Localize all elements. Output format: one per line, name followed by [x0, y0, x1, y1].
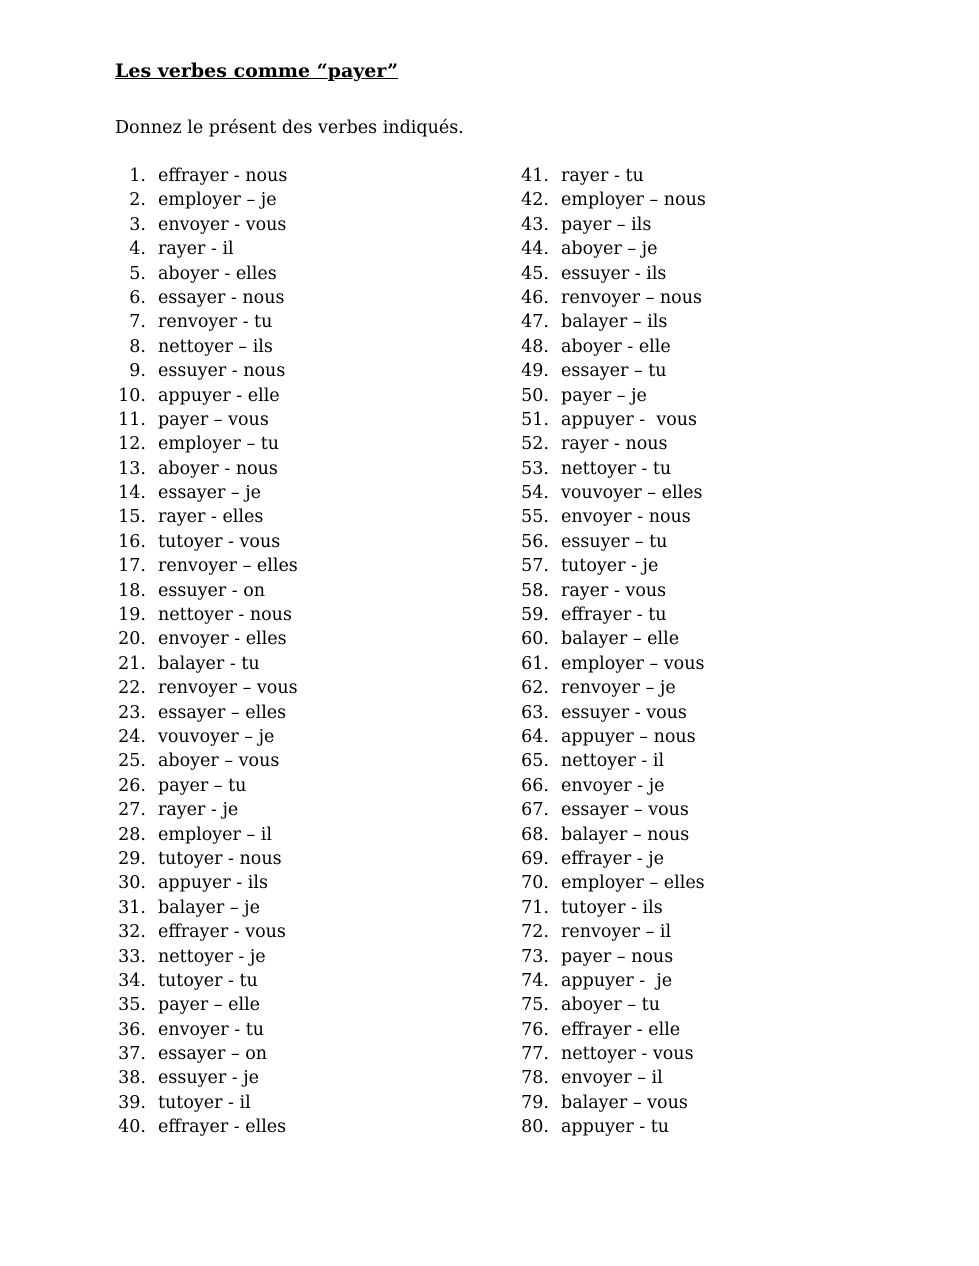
list-item: [110, 701, 287, 725]
item-number: 76.: [521, 1019, 549, 1040]
item-number: 22.: [118, 678, 146, 699]
item-text: tutoyer - ils: [561, 897, 663, 918]
item-text: vouvoyer – je: [158, 726, 275, 747]
item-text: tutoyer - tu: [158, 970, 258, 991]
item-text: renvoyer – vous: [158, 678, 298, 699]
item-number: 66.: [521, 775, 549, 796]
item-number: 48.: [521, 336, 549, 357]
item-number: 37.: [118, 1044, 146, 1065]
item-number: 42.: [521, 190, 549, 211]
list-item: [513, 701, 687, 725]
item-text: essayer – je: [158, 483, 262, 504]
item-number: 13.: [118, 458, 146, 479]
list-item: [513, 774, 665, 798]
item-text: payer – vous: [158, 409, 269, 430]
item-text: renvoyer – elles: [158, 556, 298, 577]
item-number: 64.: [521, 726, 549, 747]
list-item: [513, 920, 672, 944]
list-item: [513, 164, 644, 188]
item-number: 55.: [521, 507, 549, 528]
item-number: 78.: [521, 1068, 549, 1089]
list-item: [513, 993, 660, 1017]
list-item: [513, 1018, 681, 1042]
list-item: [513, 310, 668, 334]
item-number: 73.: [521, 946, 549, 967]
list-item: [110, 262, 277, 286]
item-number: 2.: [129, 190, 146, 211]
list-item: [110, 896, 260, 920]
list-item: [513, 603, 667, 627]
item-number: 20.: [118, 629, 146, 650]
item-text: appuyer - vous: [561, 409, 697, 430]
item-text: payer – tu: [158, 775, 247, 796]
item-number: 58.: [521, 580, 549, 601]
item-number: 8.: [129, 336, 146, 357]
list-item: [513, 237, 658, 261]
item-text: employer – il: [158, 824, 272, 845]
list-item: [110, 945, 266, 969]
list-item: [110, 554, 298, 578]
item-text: appuyer - je: [561, 970, 673, 991]
list-item: [110, 920, 286, 944]
list-item: [110, 1066, 260, 1090]
item-text: balayer – nous: [561, 824, 690, 845]
list-item: [110, 579, 266, 603]
item-text: appuyer - ils: [158, 873, 268, 894]
list-item: [513, 286, 702, 310]
list-item: [513, 505, 691, 529]
item-text: essuyer - je: [158, 1068, 260, 1089]
list-item: [513, 1115, 670, 1139]
list-item: [110, 408, 269, 432]
item-text: nettoyer - je: [158, 946, 266, 967]
list-item: [110, 530, 281, 554]
list-item: [110, 457, 278, 481]
list-item: [513, 725, 696, 749]
item-text: effrayer - je: [561, 848, 665, 869]
item-text: effrayer - elle: [561, 1019, 681, 1040]
item-text: essuyer - on: [158, 580, 266, 601]
item-number: 62.: [521, 678, 549, 699]
item-text: aboyer – vous: [158, 751, 280, 772]
item-text: aboyer – tu: [561, 995, 660, 1016]
item-text: envoyer – il: [561, 1068, 663, 1089]
list-item: [110, 993, 261, 1017]
list-item: [513, 749, 665, 773]
item-text: appuyer - tu: [561, 1117, 670, 1138]
item-number: 4.: [129, 239, 146, 260]
page-title: Les verbes comme “payer”: [115, 60, 399, 82]
list-item: [110, 188, 277, 212]
item-text: envoyer - nous: [561, 507, 691, 528]
list-item: [513, 1091, 688, 1115]
item-text: employer – je: [158, 190, 277, 211]
item-text: envoyer - elles: [158, 629, 287, 650]
item-number: 7.: [129, 312, 146, 333]
item-text: rayer - vous: [561, 580, 667, 601]
item-number: 43.: [521, 214, 549, 235]
item-number: 12.: [118, 434, 146, 455]
item-number: 54.: [521, 483, 549, 504]
item-text: envoyer - tu: [158, 1019, 264, 1040]
item-text: nettoyer - nous: [158, 605, 292, 626]
item-text: essuyer - nous: [158, 361, 286, 382]
item-number: 28.: [118, 824, 146, 845]
list-item: [513, 847, 665, 871]
item-text: renvoyer – je: [561, 678, 676, 699]
list-item: [513, 798, 689, 822]
list-item: [513, 262, 667, 286]
list-item: [110, 871, 268, 895]
item-number: 51.: [521, 409, 549, 430]
list-item: [513, 408, 697, 432]
item-number: 50.: [521, 385, 549, 406]
list-item: [110, 286, 285, 310]
list-item: [513, 213, 652, 237]
item-text: appuyer - elle: [158, 385, 280, 406]
item-number: 70.: [521, 873, 549, 894]
item-number: 18.: [118, 580, 146, 601]
item-text: essayer – on: [158, 1044, 268, 1065]
item-text: aboyer - nous: [158, 458, 278, 479]
list-item: [110, 335, 273, 359]
item-number: 14.: [118, 483, 146, 504]
item-number: 17.: [118, 556, 146, 577]
item-text: payer – nous: [561, 946, 674, 967]
item-number: 61.: [521, 653, 549, 674]
item-number: 46.: [521, 287, 549, 308]
item-text: rayer - tu: [561, 166, 644, 186]
item-number: 39.: [118, 1092, 146, 1113]
list-item: [110, 847, 282, 871]
item-number: 27.: [118, 800, 146, 821]
item-text: nettoyer - vous: [561, 1044, 694, 1065]
item-text: rayer - je: [158, 800, 239, 821]
list-item: [513, 384, 647, 408]
item-number: 77.: [521, 1044, 549, 1065]
list-item: [513, 1042, 694, 1066]
list-item: [513, 432, 668, 456]
item-text: renvoyer – nous: [561, 287, 702, 308]
item-number: 9.: [129, 361, 146, 382]
item-text: effrayer - tu: [561, 605, 667, 626]
item-number: 79.: [521, 1092, 549, 1113]
list-item: [513, 554, 659, 578]
item-number: 67.: [521, 800, 549, 821]
list-item: [513, 359, 667, 383]
item-text: essuyer - vous: [561, 702, 687, 723]
item-number: 40.: [118, 1117, 146, 1138]
list-item: [110, 213, 287, 237]
item-number: 30.: [118, 873, 146, 894]
item-number: 26.: [118, 775, 146, 796]
item-number: 11.: [118, 409, 146, 430]
list-item: [110, 432, 280, 456]
list-item: [110, 384, 280, 408]
item-text: nettoyer - il: [561, 751, 665, 772]
item-text: renvoyer - tu: [158, 312, 273, 333]
item-number: 49.: [521, 361, 549, 382]
list-item: [513, 188, 706, 212]
item-number: 32.: [118, 922, 146, 943]
list-item: [513, 1066, 663, 1090]
item-number: 80.: [521, 1117, 549, 1138]
item-number: 41.: [521, 166, 549, 186]
item-text: effrayer - nous: [158, 166, 288, 186]
item-number: 75.: [521, 995, 549, 1016]
item-text: tutoyer - il: [158, 1092, 251, 1113]
list-item: [513, 335, 671, 359]
item-number: 69.: [521, 848, 549, 869]
list-item: [110, 627, 287, 651]
item-number: 10.: [118, 385, 146, 406]
item-text: envoyer - vous: [158, 214, 287, 235]
item-number: 38.: [118, 1068, 146, 1089]
item-text: aboyer – je: [561, 239, 658, 260]
item-number: 6.: [129, 287, 146, 308]
item-number: 29.: [118, 848, 146, 869]
item-number: 1.: [129, 166, 146, 186]
item-text: tutoyer - je: [561, 556, 659, 577]
list-item: [513, 871, 705, 895]
list-item: [513, 530, 668, 554]
item-number: 65.: [521, 751, 549, 772]
item-text: vouvoyer – elles: [561, 483, 703, 504]
item-number: 24.: [118, 726, 146, 747]
item-number: 68.: [521, 824, 549, 845]
item-number: 16.: [118, 531, 146, 552]
item-text: renvoyer – il: [561, 922, 672, 943]
item-number: 52.: [521, 434, 549, 455]
item-text: envoyer - je: [561, 775, 665, 796]
item-number: 34.: [118, 970, 146, 991]
item-text: effrayer - elles: [158, 1117, 287, 1138]
item-text: employer – vous: [561, 653, 705, 674]
item-number: 74.: [521, 970, 549, 991]
exercise-list-left: [110, 164, 298, 1140]
item-text: balayer - tu: [158, 653, 260, 674]
item-number: 23.: [118, 702, 146, 723]
item-number: 72.: [521, 922, 549, 943]
item-text: essuyer - ils: [561, 263, 667, 284]
item-text: tutoyer - vous: [158, 531, 281, 552]
item-text: rayer - elles: [158, 507, 264, 528]
list-item: [110, 310, 273, 334]
list-item: [110, 603, 292, 627]
list-item: [110, 823, 272, 847]
item-text: essayer – vous: [561, 800, 689, 821]
list-item: [110, 237, 234, 261]
list-item: [513, 823, 690, 847]
item-text: nettoyer - tu: [561, 458, 672, 479]
item-text: balayer – je: [158, 897, 260, 918]
item-number: 36.: [118, 1019, 146, 1040]
item-number: 35.: [118, 995, 146, 1016]
list-item: [513, 579, 667, 603]
item-number: 47.: [521, 312, 549, 333]
list-item: [110, 359, 286, 383]
list-item: [513, 969, 673, 993]
list-item: [110, 1091, 251, 1115]
list-item: [110, 774, 247, 798]
list-item: [513, 627, 680, 651]
item-text: appuyer – nous: [561, 726, 696, 747]
item-text: effrayer - vous: [158, 922, 286, 943]
item-number: 71.: [521, 897, 549, 918]
list-item: [110, 652, 260, 676]
list-item: [110, 1042, 268, 1066]
item-number: 31.: [118, 897, 146, 918]
list-item: [110, 725, 275, 749]
item-number: 59.: [521, 605, 549, 626]
item-number: 33.: [118, 946, 146, 967]
item-text: nettoyer – ils: [158, 336, 273, 357]
item-number: 3.: [129, 214, 146, 235]
item-text: essayer - nous: [158, 287, 285, 308]
list-item: [110, 481, 262, 505]
item-text: payer – ils: [561, 214, 652, 235]
item-text: rayer - il: [158, 239, 234, 260]
list-item: [110, 798, 239, 822]
item-text: employer – tu: [158, 434, 280, 455]
item-number: 56.: [521, 531, 549, 552]
item-number: 63.: [521, 702, 549, 723]
item-text: tutoyer - nous: [158, 848, 282, 869]
list-item: [513, 945, 674, 969]
item-text: essayer – elles: [158, 702, 287, 723]
item-number: 60.: [521, 629, 549, 650]
item-number: 5.: [129, 263, 146, 284]
item-number: 57.: [521, 556, 549, 577]
item-number: 45.: [521, 263, 549, 284]
item-text: balayer – vous: [561, 1092, 688, 1113]
item-text: payer – je: [561, 385, 647, 406]
item-text: essayer – tu: [561, 361, 667, 382]
item-number: 19.: [118, 605, 146, 626]
item-text: balayer – elle: [561, 629, 680, 650]
list-item: [110, 164, 288, 188]
item-text: balayer – ils: [561, 312, 668, 333]
list-item: [513, 896, 663, 920]
list-item: [513, 457, 672, 481]
item-text: rayer - nous: [561, 434, 668, 455]
list-item: [513, 652, 705, 676]
item-text: aboyer - elle: [561, 336, 671, 357]
item-text: aboyer - elles: [158, 263, 277, 284]
item-text: employer – nous: [561, 190, 706, 211]
item-number: 44.: [521, 239, 549, 260]
list-item: [110, 1018, 264, 1042]
list-item: [110, 1115, 287, 1139]
item-number: 53.: [521, 458, 549, 479]
list-item: [513, 676, 676, 700]
item-number: 15.: [118, 507, 146, 528]
list-item: [513, 481, 703, 505]
item-text: payer – elle: [158, 995, 261, 1016]
list-item: [110, 505, 264, 529]
item-number: 25.: [118, 751, 146, 772]
list-item: [110, 749, 280, 773]
exercise-list-right: [513, 164, 706, 1140]
instructions: Donnez le présent des verbes indiqués.: [115, 118, 464, 138]
item-text: employer – elles: [561, 873, 705, 894]
item-number: 21.: [118, 653, 146, 674]
list-item: [110, 969, 258, 993]
item-text: essuyer – tu: [561, 531, 668, 552]
list-item: [110, 676, 298, 700]
